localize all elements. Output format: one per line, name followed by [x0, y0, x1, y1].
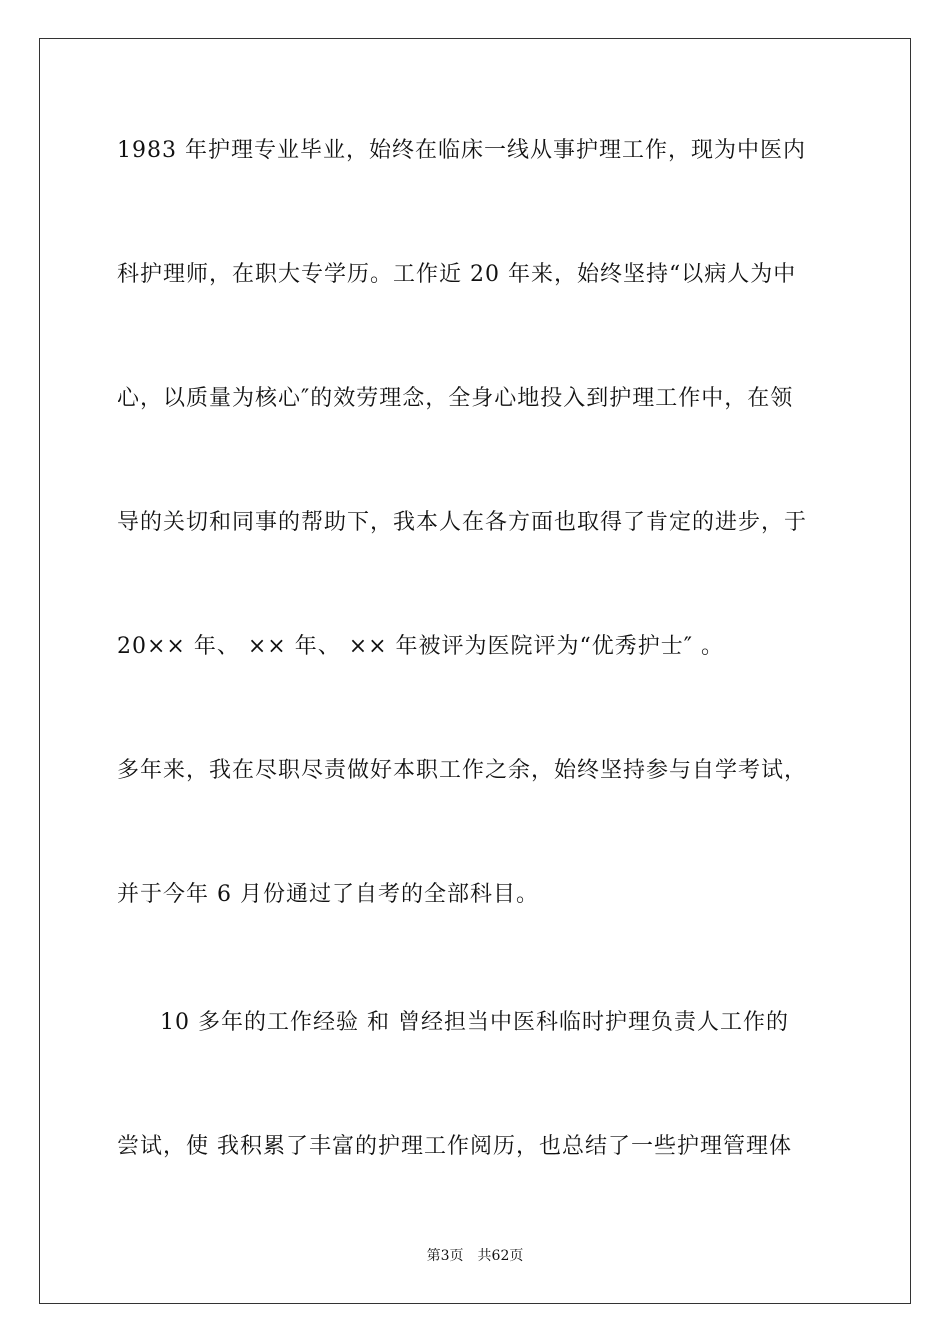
paragraph-line-2: 科护理师，在职大专学历。工作近 20 年来，始终坚持“以病人为中 [117, 262, 797, 287]
paragraph-line-5: 20×× 年、 ×× 年、 ×× 年被评为医院评为“优秀护士″ 。 [117, 634, 725, 659]
page-border [39, 38, 911, 1304]
paragraph-line-4: 导的关切和同事的帮助下，我本人在各方面也取得了肯定的进步，于 [117, 510, 808, 535]
page-footer [0, 1246, 950, 1266]
page-number-total: 共62页 [477, 1248, 524, 1264]
paragraph-line-1: 1983 年护理专业毕业，始终在临床一线从事护理工作，现为中医内 [117, 138, 806, 163]
page-number-current: 第3页 [426, 1248, 464, 1264]
paragraph-line-6: 多年来，我在尽职尽责做好本职工作之余，始终坚持参与自学考试， [117, 758, 808, 783]
paragraph-line-7: 并于今年 6 月份通过了自考的全部科目。 [117, 882, 539, 907]
paragraph-line-9: 尝试，使 我积累了丰富的护理工作阅历，也总结了一些护理管理体 [117, 1134, 792, 1159]
paragraph-line-8: 10 多年的工作经验 和 曾经担当中医科临时护理负责人工作的 [160, 1010, 789, 1035]
paragraph-line-3: 心，以质量为核心″的效劳理念，全身心地投入到护理工作中，在领 [117, 386, 794, 411]
